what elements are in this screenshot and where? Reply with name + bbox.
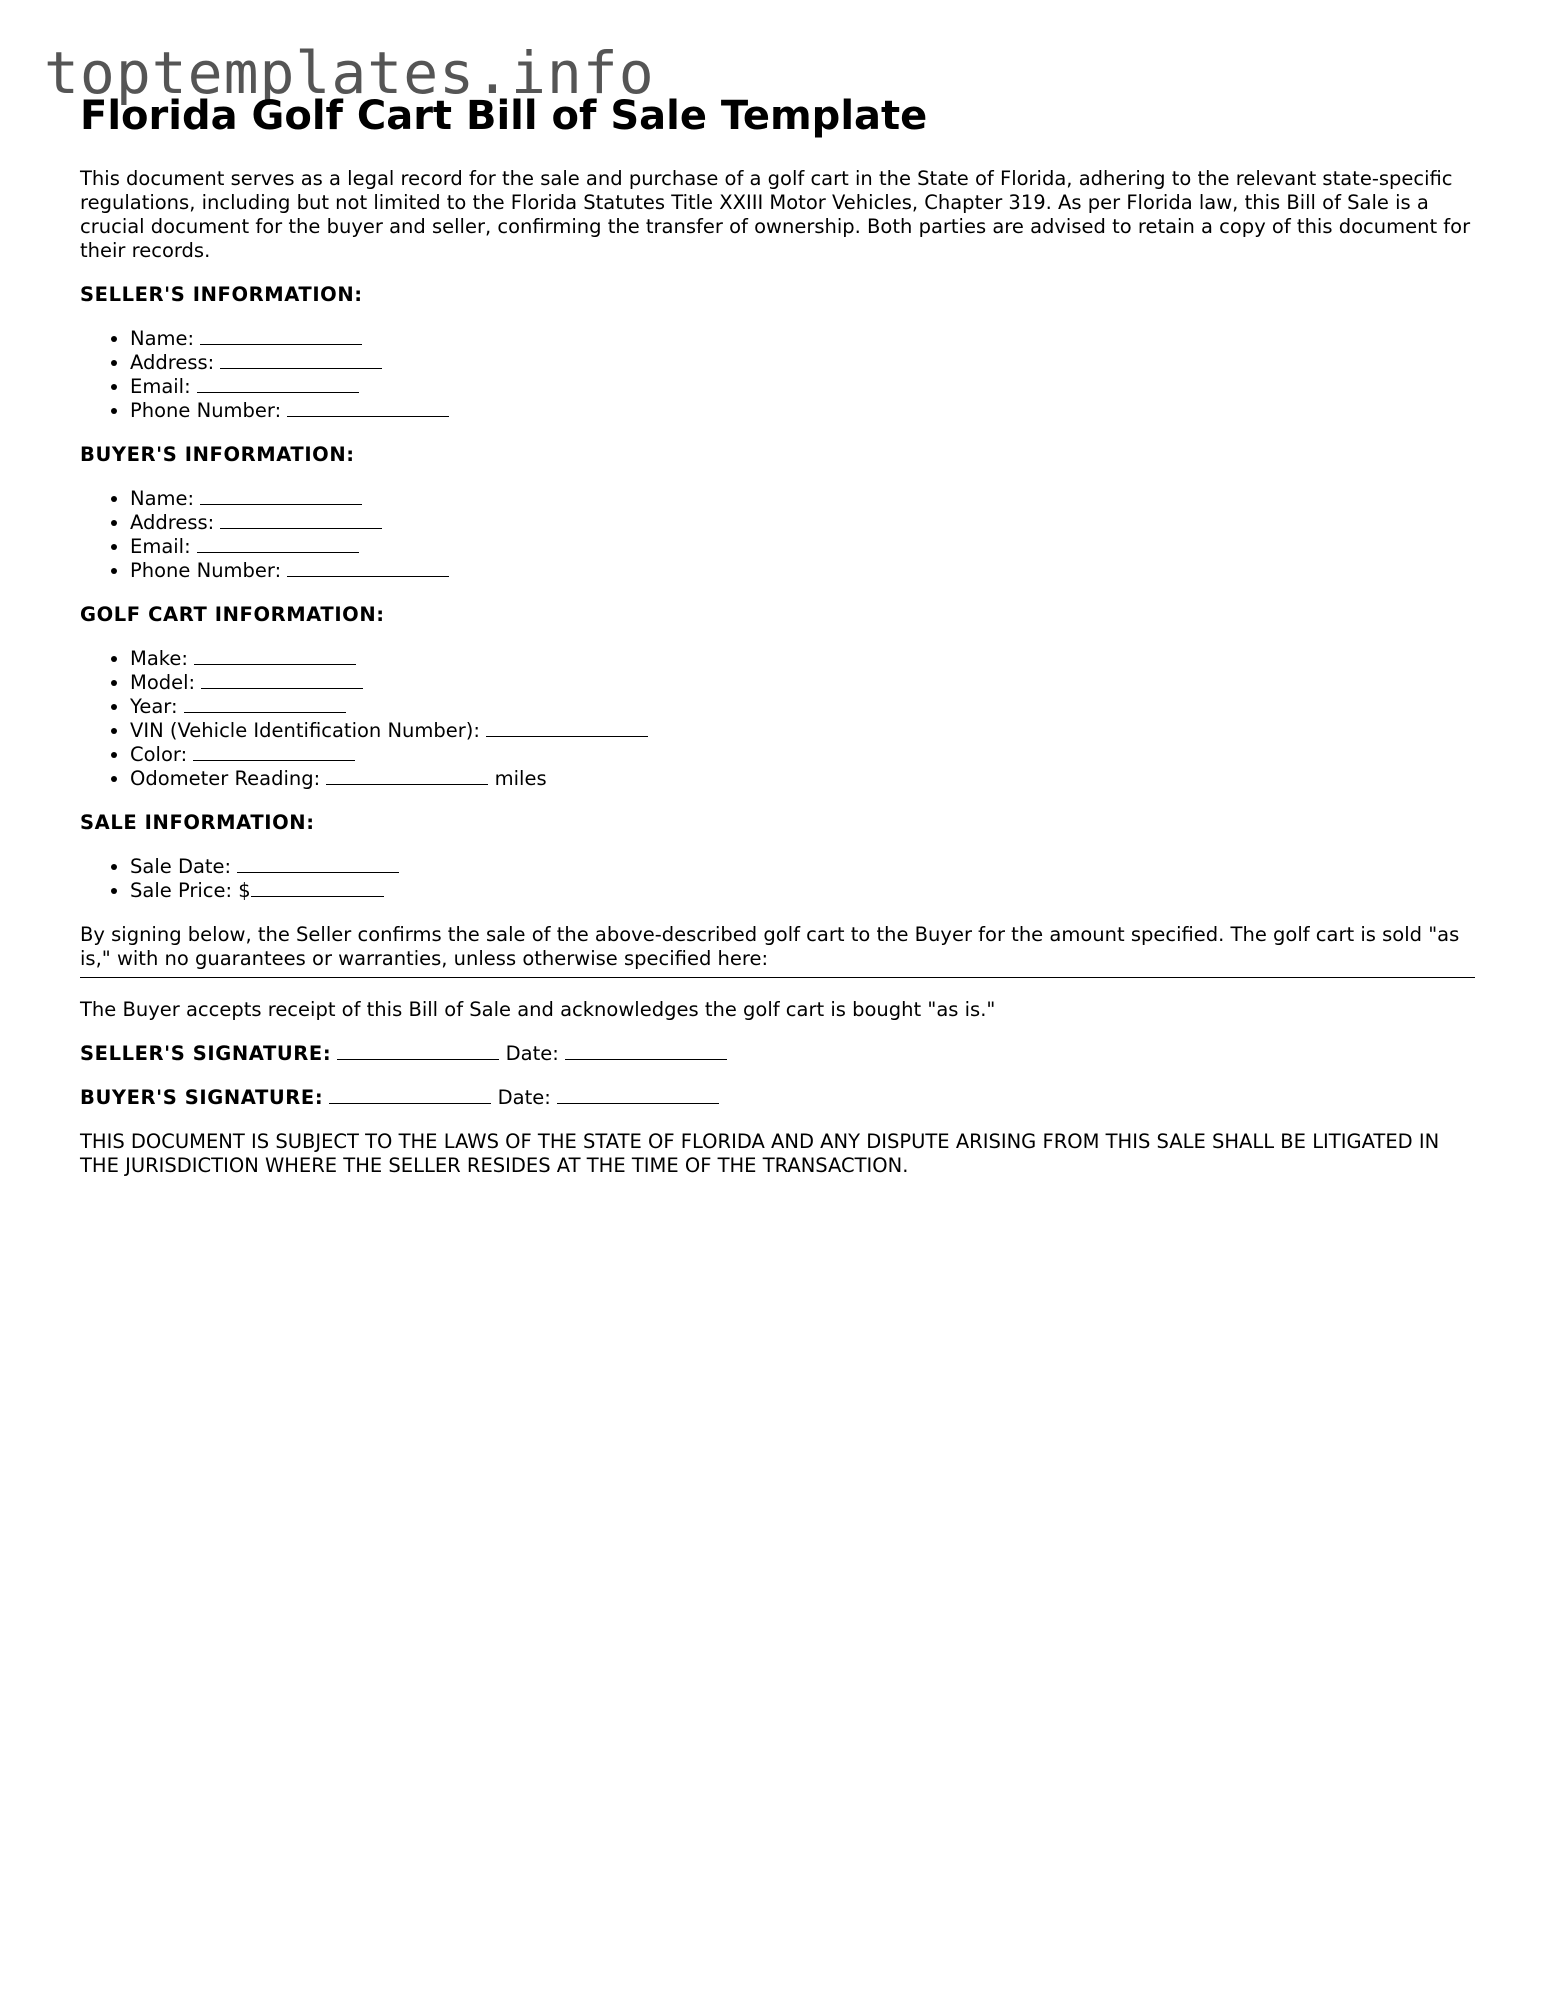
seller-phone-blank[interactable]	[287, 399, 449, 417]
seller-address-field: • Address:	[130, 351, 1475, 375]
seller-date-label: Date:	[505, 1042, 559, 1065]
sale-price-blank[interactable]	[251, 879, 384, 897]
cart-color-blank[interactable]	[193, 743, 355, 761]
buyer-signature-blank[interactable]	[329, 1086, 491, 1104]
odometer-unit: miles	[494, 767, 547, 790]
buyer-signature-row	[80, 1086, 1475, 1110]
seller-email-blank[interactable]	[197, 375, 359, 393]
seller-email-field: • Email:	[130, 375, 1475, 399]
cart-vin-blank[interactable]	[486, 719, 648, 737]
cart-year-field: • Year:	[130, 695, 1475, 719]
seller-signature-label: SELLER'S SIGNATURE:	[80, 1042, 332, 1065]
buyer-email-field: • Email:	[130, 535, 1475, 559]
buyer-address-blank[interactable]	[220, 511, 382, 529]
buyer-date-label: Date:	[497, 1086, 551, 1109]
buyer-name-field: • Name:	[130, 487, 1475, 511]
sale-section-heading: SALE INFORMATION:	[80, 811, 315, 834]
sale-date-blank[interactable]	[237, 855, 399, 873]
buyer-name-blank[interactable]	[200, 487, 362, 505]
buyer-phone-field: • Phone Number:	[130, 559, 1475, 583]
sale-price-field: • Sale Price: $	[130, 879, 1475, 903]
sale-fields-list	[80, 855, 1475, 903]
cart-odometer-blank[interactable]	[326, 767, 488, 785]
seller-signature-blank[interactable]	[337, 1042, 499, 1060]
buyer-address-field: • Address:	[130, 511, 1475, 535]
document-title: Florida Golf Cart Bill of Sale Template	[80, 93, 928, 139]
cart-year-blank[interactable]	[184, 695, 346, 713]
watermark: toptemplates.info	[44, 39, 655, 107]
buyer-date-blank[interactable]	[557, 1086, 719, 1104]
cart-model-field: • Model:	[130, 671, 1475, 695]
seller-fields-list	[80, 327, 1475, 423]
buyer-signature-label: BUYER'S SIGNATURE:	[80, 1086, 324, 1109]
buyer-fields-list	[80, 487, 1475, 583]
cart-odometer-field: • Odometer Reading: miles	[130, 767, 1475, 791]
sale-date-field: • Sale Date:	[130, 855, 1475, 879]
document-page	[80, 95, 1475, 1198]
acceptance-paragraph: The Buyer accepts receipt of this Bill of Sale and acknowledges the golf cart is bought "as is."	[80, 998, 996, 1021]
cart-make-field: • Make:	[130, 647, 1475, 671]
cart-section-heading: GOLF CART INFORMATION:	[80, 603, 385, 626]
seller-section-heading: SELLER'S INFORMATION:	[80, 283, 363, 306]
buyer-section-heading: BUYER'S INFORMATION:	[80, 443, 355, 466]
cart-vin-field: • VIN (Vehicle Identification Number):	[130, 719, 1475, 743]
seller-address-blank[interactable]	[220, 351, 382, 369]
buyer-email-blank[interactable]	[197, 535, 359, 553]
warranty-exceptions-blank[interactable]	[80, 971, 1475, 978]
seller-signature-row	[80, 1042, 1475, 1066]
as-is-paragraph: By signing below, the Seller confirms the sale of the above-described golf cart to the Buyer for the amount specified. The golf cart is sold "as is," with no guarantees or warranties, unless otherwise specified here:	[80, 923, 1460, 970]
seller-name-blank[interactable]	[200, 327, 362, 345]
buyer-phone-blank[interactable]	[287, 559, 449, 577]
cart-fields-list	[80, 647, 1475, 791]
cart-color-field: • Color:	[130, 743, 1475, 767]
intro-paragraph: This document serves as a legal record for the sale and purchase of a golf cart in the State of Florida, adhering to the relevant state-specific regulations, including but not limited to the Florida Statutes Title XXIII Motor Vehicles, Chapter 319. As per Florida law, this Bill of Sale is a crucial document for the buyer and seller, confirming the transfer of ownership. Both parties are advised to retain a copy of this document for their records.	[80, 167, 1471, 262]
legal-notice: THIS DOCUMENT IS SUBJECT TO THE LAWS OF THE STATE OF FLORIDA AND ANY DISPUTE ARISING FROM THIS SALE SHALL BE LITIGATED IN THE JURISDICTION WHERE THE SELLER RESIDES AT THE TIME OF THE TRANSACTION.	[80, 1130, 1440, 1177]
seller-name-field: • Name:	[130, 327, 1475, 351]
cart-model-blank[interactable]	[201, 671, 363, 689]
cart-make-blank[interactable]	[194, 647, 356, 665]
seller-phone-field: • Phone Number:	[130, 399, 1475, 423]
seller-date-blank[interactable]	[565, 1042, 727, 1060]
